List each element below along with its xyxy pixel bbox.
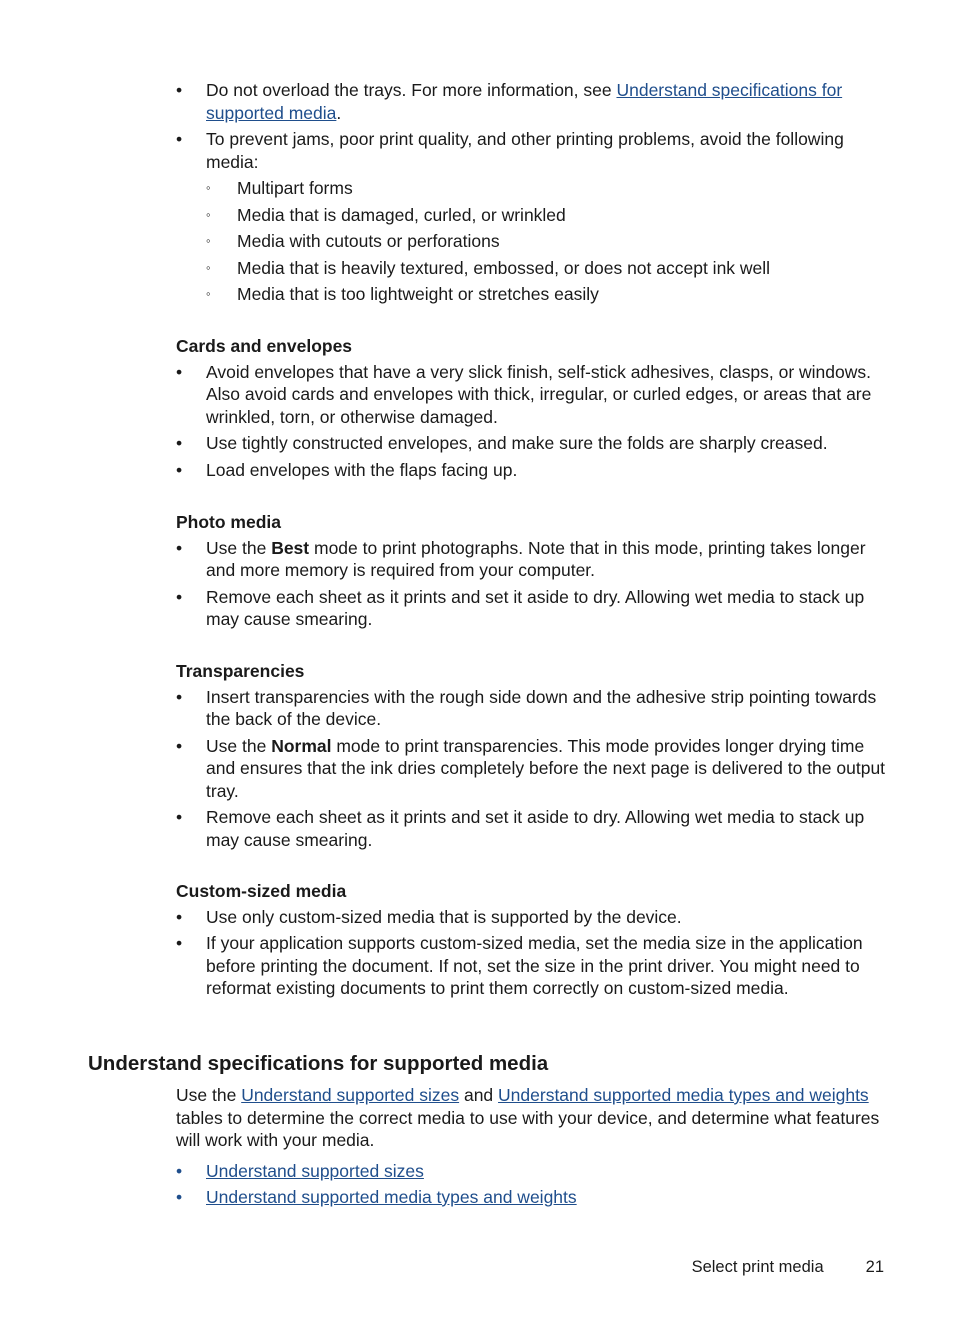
sub-list-item: ◦ Media that is damaged, curled, or wrinkled <box>206 204 886 227</box>
link-supported-sizes[interactable]: Understand supported sizes <box>241 1085 460 1105</box>
link-supported-sizes-bullet[interactable]: Understand supported sizes <box>206 1160 424 1181</box>
list-item: • Avoid envelopes that have a very slick finish, self-stick adhesives, clasps, or windows. Also avoid cards and envelopes with thick, irregular, or curled edges, or areas that are wrinkled, torn, or otherwise damaged. <box>176 361 886 429</box>
section-heading: Custom-sized media <box>176 881 347 901</box>
list-item: • Use only custom-sized media that is supported by the device. <box>176 906 886 929</box>
list-item: • Use tightly constructed envelopes, and make sure the folds are sharply creased. <box>176 432 886 455</box>
list-item: • Remove each sheet as it prints and set it aside to dry. Allowing wet media to stack up may cause smearing. <box>176 586 886 631</box>
specs-link-list <box>176 1160 886 1209</box>
list-item <box>176 1160 886 1183</box>
list-item: • To prevent jams, poor print quality, and other printing problems, avoid the following media: ◦ Multipart forms ◦ Media that is damaged, curled, or wrinkled ◦ Media with cutouts or perforations ◦ Media that is heavily textured, embossed, or does not accept ink well ◦ Media that is too lightweight or stretches easily <box>176 128 886 306</box>
page-number: 21 <box>865 1258 884 1276</box>
section-custom-sized-media <box>176 880 886 1004</box>
section-photo-media <box>176 511 886 635</box>
list-item: • Do not overload the trays. For more information, see Understand specifications for supported media. <box>176 79 886 124</box>
list-item: • If your application supports custom-sized media, set the media size in the application before printing the document. If not, set the size in the print driver. You might need to reformat existing documents to print them correctly on custom-sized media. <box>176 932 886 1000</box>
section-heading: Photo media <box>176 512 282 532</box>
top-bullet-list <box>176 79 886 310</box>
list-item: • Insert transparencies with the rough side down and the adhesive strip pointing towards the back of the device. <box>176 686 886 731</box>
sub-list-item: ◦ Multipart forms <box>206 177 886 200</box>
section-specifications <box>176 1084 886 1213</box>
list-item: • Use the Best mode to print photographs. Note that in this mode, printing takes longer and more memory is required from your computer. <box>176 537 886 582</box>
link-supported-media-types-bullet[interactable]: Understand supported media types and weights <box>206 1187 577 1207</box>
section-heading: Transparencies <box>176 661 305 681</box>
list-item: • Remove each sheet as it prints and set it aside to dry. Allowing wet media to stack up may cause smearing. <box>176 806 886 851</box>
page-footer <box>692 1256 884 1279</box>
link-understand-specifications[interactable]: Understand specifications for supported media <box>206 80 843 123</box>
list-item: • Load envelopes with the flaps facing up. <box>176 459 886 482</box>
sub-list-item: ◦ Media that is heavily textured, embossed, or does not accept ink well <box>206 257 886 280</box>
specs-paragraph: Use the Understand supported sizes and Understand supported media types and weights tables to determine the correct media to use with your device, and determine what features will work with your media. <box>176 1085 880 1150</box>
sub-list-item: ◦ Media that is too lightweight or stretches easily <box>206 283 886 306</box>
list-item: • Use the Normal mode to print transparencies. This mode provides longer drying time and ensures that the ink dries completely before the next page is delivered to the output tray. <box>176 735 886 803</box>
list-item <box>176 1186 886 1209</box>
footer-section-title: Select print media <box>691 1258 824 1276</box>
specs-heading: Understand specifications for supported media <box>88 1052 549 1075</box>
avoid-media-sublist <box>206 177 886 306</box>
section-transparencies <box>176 660 886 855</box>
section-cards-envelopes <box>176 335 886 485</box>
sub-list-item: ◦ Media with cutouts or perforations <box>206 230 886 253</box>
section-heading: Cards and envelopes <box>176 336 353 356</box>
link-supported-media-types[interactable]: Understand supported media types and weights <box>498 1085 869 1105</box>
